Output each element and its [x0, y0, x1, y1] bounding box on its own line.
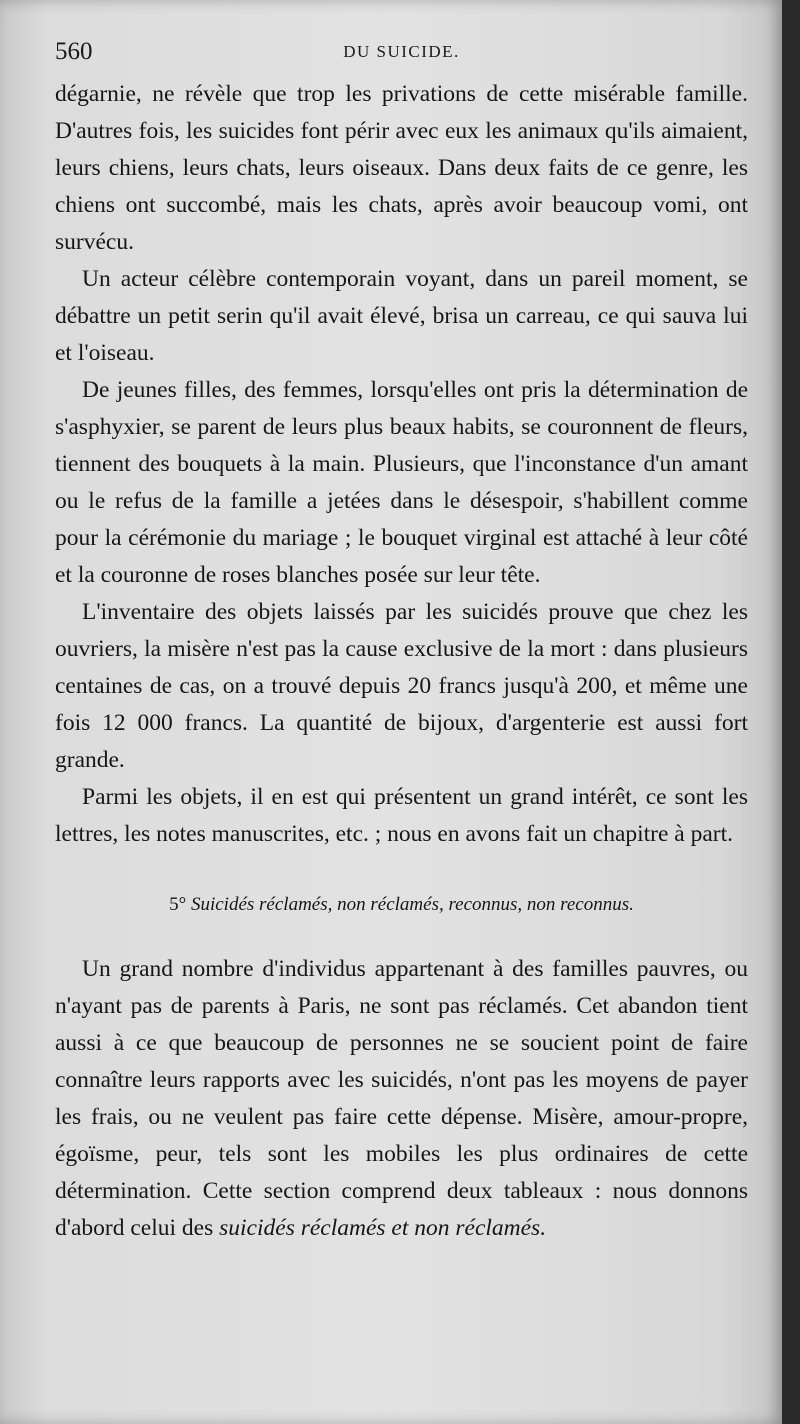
page-header — [55, 38, 748, 68]
paragraph-6-italic-end: suicidés réclamés et non réclamés. — [219, 1215, 547, 1241]
paragraph-5: Parmi les objets, il en est qui présentent un grand intérêt, ce sont les lettres, les notes manuscrites, etc. ; nous en avons fait un chapitre à part. — [55, 784, 748, 847]
paragraph-1: dégarnie, ne révèle que trop les privations de cette misérable famille. D'autres fois, les suicides font périr avec eux les animaux qu'ils aimaient, leurs chiens, leurs chats, leurs oiseaux. Dans deux faits de ce genre, les chiens ont succombé, mais les chats, après avoir beaucoup vomi, ont survécu. — [55, 81, 748, 255]
section-number: 5° — [169, 894, 187, 915]
paragraph-6-text: Un grand nombre d'individus appartenant à des familles pauvres, ou n'ayant pas de parents à Paris, ne sont pas réclamés. Cet abandon tient aussi à ce que beaucoup de personnes ne se soucient point de faire connaître leurs rapports avec les suicidés, n'ont pas les moyens de payer les frais, ou ne veulent pas faire cette dépense. Misère, amour-propre, égoïsme, peur, tels sont les mobiles les plus ordinaires de cette détermination. Cette section comprend deux tableaux : nous donnons d'abord celui des — [55, 956, 748, 1241]
paragraph-6 — [55, 951, 748, 1247]
running-head: DU SUICIDE. — [343, 42, 460, 61]
paragraph-4: L'inventaire des objets laissés par les suicidés prouve que chez les ouvriers, la misère n'est pas la cause exclusive de la mort : dans plusieurs centaines de cas, on a trouvé depuis 20 francs jusqu'à 200, et même une fois 12 000 francs. La quantité de bijoux, d'argenterie est aussi fort grande. — [55, 599, 748, 773]
section-title: Suicidés réclamés, non réclamés, reconnus, non reconnus. — [190, 894, 634, 915]
page-number: 560 — [55, 38, 93, 65]
section-heading — [55, 891, 748, 919]
body-text — [55, 76, 748, 1247]
paragraph-2: Un acteur célèbre contemporain voyant, dans un pareil moment, se débattre un petit serin qu'il avait élevé, brisa un carreau, ce qui sauva lui et l'oiseau. — [55, 266, 748, 366]
paragraph-3: De jeunes filles, des femmes, lorsqu'elles ont pris la détermination de s'asphyxier, se parent de leurs plus beaux habits, se couronnent de fleurs, tiennent des bouquets à la main. Plusieurs, que l'inconstance d'un amant ou le refus de la famille a jetées dans le désespoir, s'habillent comme pour la cérémonie du mariage ; le bouquet virginal est attaché à leur côté et la couronne de roses blanches posée sur leur tête. — [55, 377, 748, 588]
